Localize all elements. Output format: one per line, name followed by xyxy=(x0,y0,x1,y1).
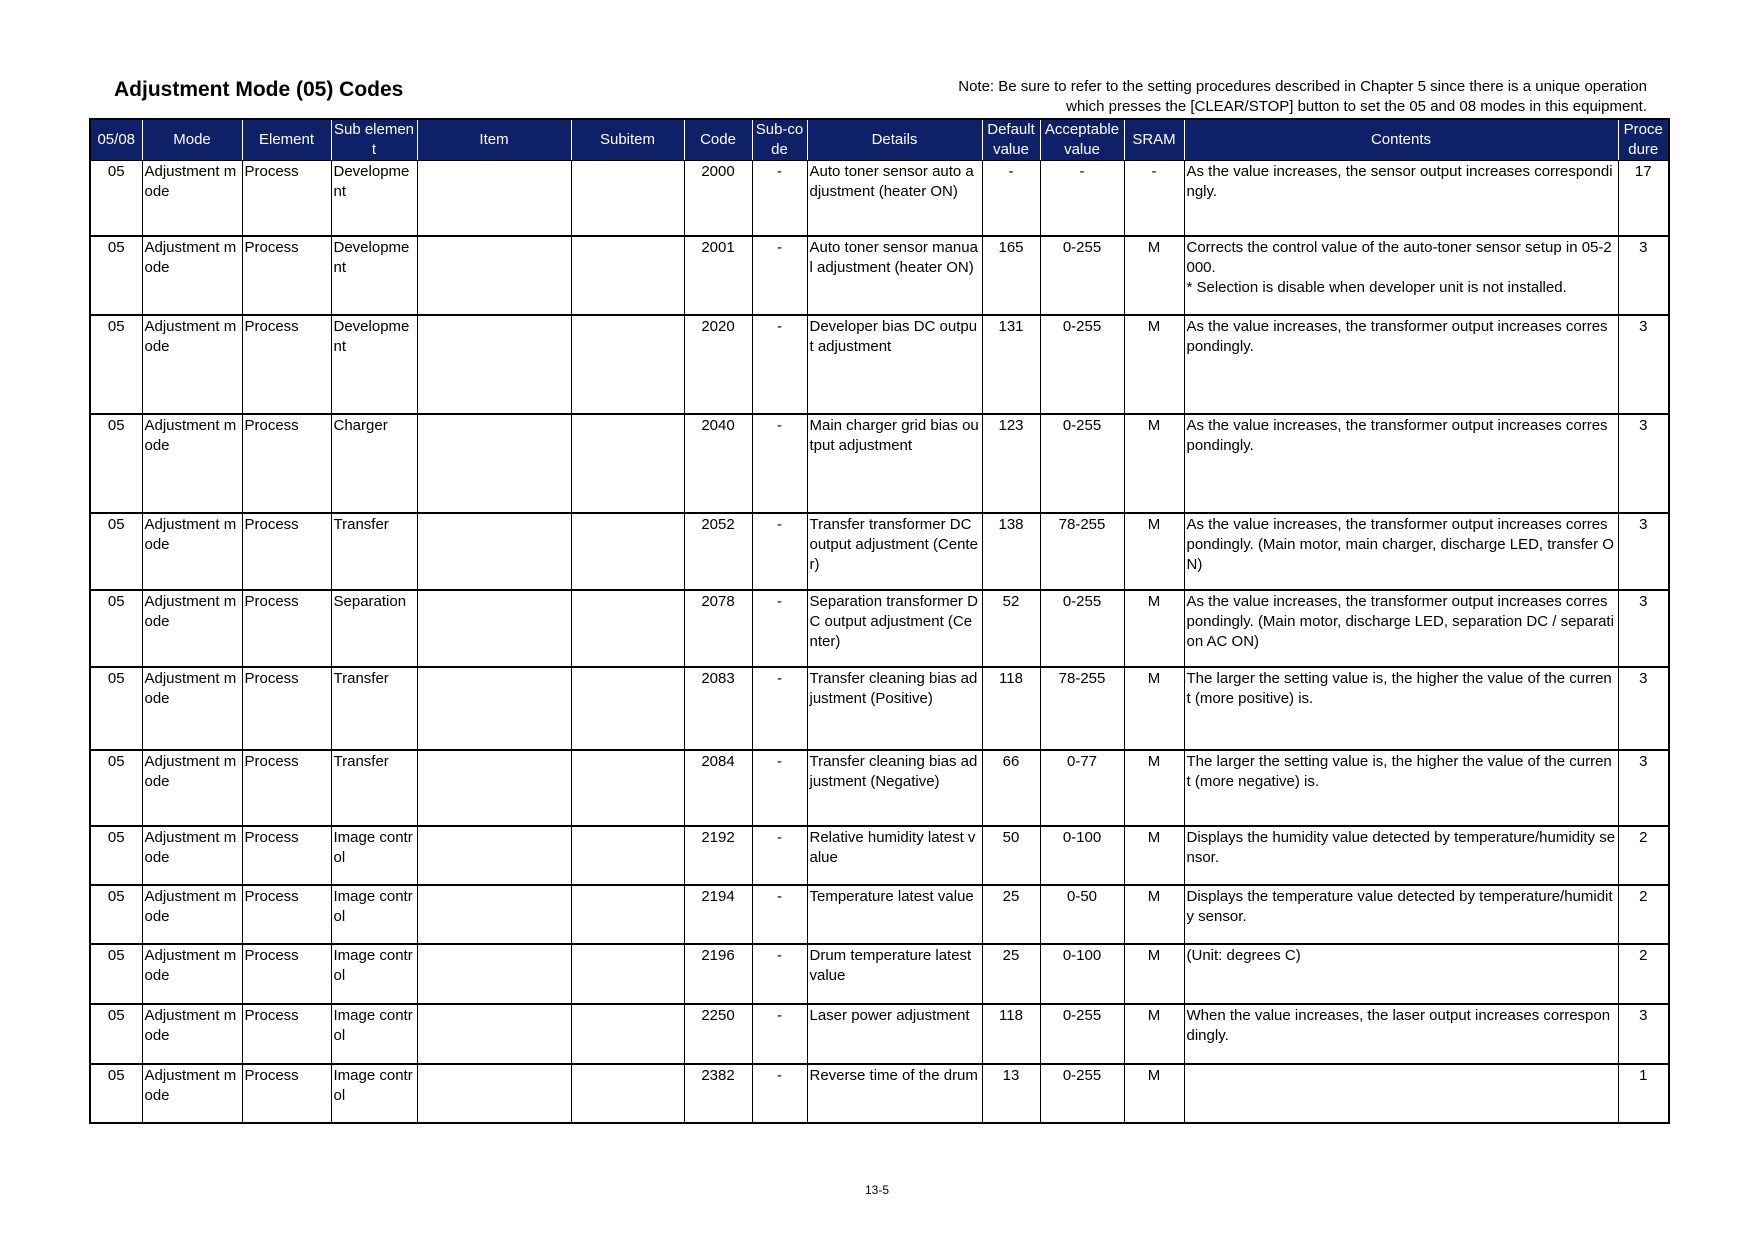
cell-default-value: 118 xyxy=(982,1004,1040,1064)
cell-sram: M xyxy=(1124,236,1184,315)
cell-contents: As the value increases, the transformer output increases correspondingly. xyxy=(1184,315,1618,414)
cell-item xyxy=(417,513,571,590)
cell-details: Laser power adjustment xyxy=(807,1004,982,1064)
table-header-row xyxy=(90,119,1669,161)
cell-procedure: 3 xyxy=(1618,667,1669,750)
cell-procedure: 3 xyxy=(1618,315,1669,414)
cell-subitem xyxy=(571,826,684,885)
cell-contents: Displays the humidity value detected by temperature/humidity sensor. xyxy=(1184,826,1618,885)
cell-item xyxy=(417,414,571,513)
cell-contents: As the value increases, the transformer output increases correspondingly. xyxy=(1184,414,1618,513)
cell-subitem xyxy=(571,1064,684,1123)
cell-procedure: 1 xyxy=(1618,1064,1669,1123)
cell-item xyxy=(417,161,571,236)
cell-mode: Adjustment mode xyxy=(142,315,242,414)
cell-sub-element: Transfer xyxy=(331,513,417,590)
cell-sub-element: Development xyxy=(331,236,417,315)
cell-contents: As the value increases, the transformer output increases correspondingly. (Main motor, main charger, discharge LED, transfer ON) xyxy=(1184,513,1618,590)
cell-acceptable-value: 0-77 xyxy=(1040,750,1124,826)
cell-details: Temperature latest value xyxy=(807,885,982,944)
cell-item xyxy=(417,315,571,414)
cell-mode: Adjustment mode xyxy=(142,590,242,667)
cell-sram: M xyxy=(1124,750,1184,826)
page-title: Adjustment Mode (05) Codes xyxy=(114,78,404,101)
cell-mode: Adjustment mode xyxy=(142,161,242,236)
cell-default-value: 52 xyxy=(982,590,1040,667)
cell-element: Process xyxy=(242,513,331,590)
cell-sub-code: - xyxy=(752,667,807,750)
cell-acceptable-value: 0-100 xyxy=(1040,826,1124,885)
cell-item xyxy=(417,750,571,826)
cell-mode: Adjustment mode xyxy=(142,944,242,1004)
cell-acceptable-value: 0-50 xyxy=(1040,885,1124,944)
cell-subitem xyxy=(571,590,684,667)
cell-sub-code: - xyxy=(752,885,807,944)
cell-procedure: 17 xyxy=(1618,161,1669,236)
col-header-item: Item xyxy=(417,119,571,161)
cell-sram: M xyxy=(1124,667,1184,750)
cell-element: Process xyxy=(242,750,331,826)
cell-contents: (Unit: degrees C) xyxy=(1184,944,1618,1004)
cell-mode-08: 05 xyxy=(90,590,142,667)
table-row xyxy=(90,590,1669,667)
col-header-acceptable-value: Acceptable value xyxy=(1040,119,1124,161)
setting-procedure-note xyxy=(747,77,1647,117)
cell-sub-code: - xyxy=(752,590,807,667)
col-header-subitem: Subitem xyxy=(571,119,684,161)
cell-default-value: - xyxy=(982,161,1040,236)
cell-code: 2196 xyxy=(684,944,752,1004)
cell-subitem xyxy=(571,315,684,414)
cell-acceptable-value: 0-100 xyxy=(1040,944,1124,1004)
cell-contents xyxy=(1184,1064,1618,1123)
table-row xyxy=(90,750,1669,826)
cell-contents: As the value increases, the transformer output increases correspondingly. (Main motor, discharge LED, separation DC / separation AC ON) xyxy=(1184,590,1618,667)
cell-details: Drum temperature latest value xyxy=(807,944,982,1004)
cell-element: Process xyxy=(242,826,331,885)
cell-code: 2194 xyxy=(684,885,752,944)
cell-element: Process xyxy=(242,667,331,750)
cell-contents: Displays the temperature value detected by temperature/humidity sensor. xyxy=(1184,885,1618,944)
col-header-element: Element xyxy=(242,119,331,161)
cell-sram: M xyxy=(1124,1064,1184,1123)
cell-default-value: 25 xyxy=(982,944,1040,1004)
cell-subitem xyxy=(571,513,684,590)
cell-sub-element: Transfer xyxy=(331,667,417,750)
table-row xyxy=(90,667,1669,750)
cell-element: Process xyxy=(242,161,331,236)
cell-contents: Corrects the control value of the auto-toner sensor setup in 05-2000. * Selection is disable when developer unit is not installed. xyxy=(1184,236,1618,315)
col-header-details: Details xyxy=(807,119,982,161)
cell-sram: M xyxy=(1124,1004,1184,1064)
cell-mode: Adjustment mode xyxy=(142,236,242,315)
adjustment-codes-table xyxy=(89,118,1670,1124)
cell-element: Process xyxy=(242,315,331,414)
cell-sub-code: - xyxy=(752,315,807,414)
cell-details: Main charger grid bias output adjustment xyxy=(807,414,982,513)
cell-mode-08: 05 xyxy=(90,315,142,414)
cell-acceptable-value: 0-255 xyxy=(1040,414,1124,513)
cell-details: Transfer cleaning bias adjustment (Positive) xyxy=(807,667,982,750)
cell-sub-element: Image control xyxy=(331,1064,417,1123)
cell-subitem xyxy=(571,667,684,750)
cell-default-value: 165 xyxy=(982,236,1040,315)
table-row xyxy=(90,826,1669,885)
cell-element: Process xyxy=(242,414,331,513)
cell-default-value: 118 xyxy=(982,667,1040,750)
cell-mode: Adjustment mode xyxy=(142,885,242,944)
cell-acceptable-value: 78-255 xyxy=(1040,667,1124,750)
cell-subitem xyxy=(571,161,684,236)
cell-element: Process xyxy=(242,590,331,667)
cell-code: 2083 xyxy=(684,667,752,750)
page-number: 13-5 xyxy=(864,1183,890,1197)
cell-code: 2001 xyxy=(684,236,752,315)
cell-sub-code: - xyxy=(752,1004,807,1064)
cell-contents: The larger the setting value is, the higher the value of the current (more positive) is. xyxy=(1184,667,1618,750)
cell-mode: Adjustment mode xyxy=(142,826,242,885)
cell-contents: As the value increases, the sensor output increases correspondingly. xyxy=(1184,161,1618,236)
cell-code: 2382 xyxy=(684,1064,752,1123)
cell-subitem xyxy=(571,1004,684,1064)
note-line-1: Note: Be sure to refer to the setting procedures described in Chapter 5 since there is a unique operation xyxy=(958,78,1647,95)
note-line-2: which presses the [CLEAR/STOP] button to set the 05 and 08 modes in this equipment. xyxy=(1066,98,1647,115)
cell-sub-code: - xyxy=(752,750,807,826)
cell-mode: Adjustment mode xyxy=(142,513,242,590)
cell-sub-element: Separation xyxy=(331,590,417,667)
col-header-mode-08: 05/08 xyxy=(90,119,142,161)
cell-default-value: 25 xyxy=(982,885,1040,944)
cell-sub-element: Image control xyxy=(331,885,417,944)
cell-mode: Adjustment mode xyxy=(142,414,242,513)
cell-mode-08: 05 xyxy=(90,667,142,750)
cell-mode-08: 05 xyxy=(90,944,142,1004)
cell-item xyxy=(417,236,571,315)
cell-item xyxy=(417,944,571,1004)
cell-sub-element: Development xyxy=(331,315,417,414)
cell-mode-08: 05 xyxy=(90,1064,142,1123)
cell-item xyxy=(417,1064,571,1123)
cell-contents: When the value increases, the laser output increases correspondingly. xyxy=(1184,1004,1618,1064)
cell-element: Process xyxy=(242,1004,331,1064)
cell-subitem xyxy=(571,885,684,944)
cell-mode: Adjustment mode xyxy=(142,750,242,826)
cell-mode-08: 05 xyxy=(90,826,142,885)
cell-mode-08: 05 xyxy=(90,885,142,944)
cell-sram: - xyxy=(1124,161,1184,236)
cell-procedure: 3 xyxy=(1618,750,1669,826)
cell-procedure: 3 xyxy=(1618,236,1669,315)
cell-element: Process xyxy=(242,944,331,1004)
cell-sub-element: Image control xyxy=(331,1004,417,1064)
table-row xyxy=(90,513,1669,590)
cell-sub-element: Charger xyxy=(331,414,417,513)
cell-procedure: 3 xyxy=(1618,414,1669,513)
cell-sram: M xyxy=(1124,944,1184,1004)
cell-code: 2078 xyxy=(684,590,752,667)
cell-element: Process xyxy=(242,236,331,315)
cell-default-value: 13 xyxy=(982,1064,1040,1123)
cell-mode: Adjustment mode xyxy=(142,667,242,750)
col-header-code: Code xyxy=(684,119,752,161)
cell-procedure: 3 xyxy=(1618,513,1669,590)
cell-sram: M xyxy=(1124,513,1184,590)
cell-acceptable-value: 0-255 xyxy=(1040,1004,1124,1064)
cell-sub-code: - xyxy=(752,513,807,590)
table-row xyxy=(90,236,1669,315)
cell-code: 2084 xyxy=(684,750,752,826)
table-row xyxy=(90,1004,1669,1064)
cell-mode-08: 05 xyxy=(90,750,142,826)
col-header-mode: Mode xyxy=(142,119,242,161)
cell-code: 2250 xyxy=(684,1004,752,1064)
cell-default-value: 123 xyxy=(982,414,1040,513)
cell-acceptable-value: 0-255 xyxy=(1040,590,1124,667)
col-header-procedure: Procedure xyxy=(1618,119,1669,161)
table-row xyxy=(90,944,1669,1004)
cell-details: Auto toner sensor auto adjustment (heater ON) xyxy=(807,161,982,236)
table-row xyxy=(90,414,1669,513)
cell-mode-08: 05 xyxy=(90,161,142,236)
cell-acceptable-value: - xyxy=(1040,161,1124,236)
col-header-sram: SRAM xyxy=(1124,119,1184,161)
cell-sub-element: Image control xyxy=(331,944,417,1004)
cell-item xyxy=(417,826,571,885)
cell-details: Relative humidity latest value xyxy=(807,826,982,885)
cell-details: Separation transformer DC output adjustment (Center) xyxy=(807,590,982,667)
cell-mode-08: 05 xyxy=(90,236,142,315)
cell-acceptable-value: 78-255 xyxy=(1040,513,1124,590)
cell-default-value: 50 xyxy=(982,826,1040,885)
cell-sram: M xyxy=(1124,590,1184,667)
cell-details: Auto toner sensor manual adjustment (heater ON) xyxy=(807,236,982,315)
cell-sub-element: Development xyxy=(331,161,417,236)
cell-procedure: 2 xyxy=(1618,826,1669,885)
cell-subitem xyxy=(571,944,684,1004)
table-body xyxy=(90,161,1669,1123)
table-row xyxy=(90,885,1669,944)
cell-acceptable-value: 0-255 xyxy=(1040,1064,1124,1123)
cell-sub-code: - xyxy=(752,414,807,513)
cell-mode-08: 05 xyxy=(90,513,142,590)
cell-code: 2052 xyxy=(684,513,752,590)
cell-mode: Adjustment mode xyxy=(142,1064,242,1123)
cell-element: Process xyxy=(242,1064,331,1123)
cell-item xyxy=(417,667,571,750)
cell-sub-element: Image control xyxy=(331,826,417,885)
cell-code: 2040 xyxy=(684,414,752,513)
cell-sram: M xyxy=(1124,315,1184,414)
cell-sub-code: - xyxy=(752,236,807,315)
cell-mode-08: 05 xyxy=(90,1004,142,1064)
cell-sram: M xyxy=(1124,885,1184,944)
cell-procedure: 3 xyxy=(1618,1004,1669,1064)
cell-sram: M xyxy=(1124,414,1184,513)
cell-item xyxy=(417,885,571,944)
table-row xyxy=(90,161,1669,236)
cell-acceptable-value: 0-255 xyxy=(1040,236,1124,315)
cell-mode: Adjustment mode xyxy=(142,1004,242,1064)
cell-details: Transfer transformer DC output adjustment (Center) xyxy=(807,513,982,590)
cell-default-value: 131 xyxy=(982,315,1040,414)
cell-sub-code: - xyxy=(752,1064,807,1123)
cell-procedure: 2 xyxy=(1618,885,1669,944)
cell-subitem xyxy=(571,414,684,513)
cell-sub-element: Transfer xyxy=(331,750,417,826)
cell-contents: The larger the setting value is, the higher the value of the current (more negative) is. xyxy=(1184,750,1618,826)
col-header-default-value: Default value xyxy=(982,119,1040,161)
cell-procedure: 2 xyxy=(1618,944,1669,1004)
cell-default-value: 66 xyxy=(982,750,1040,826)
cell-sram: M xyxy=(1124,826,1184,885)
cell-code: 2000 xyxy=(684,161,752,236)
cell-default-value: 138 xyxy=(982,513,1040,590)
cell-code: 2020 xyxy=(684,315,752,414)
cell-subitem xyxy=(571,750,684,826)
col-header-sub-element: Sub element xyxy=(331,119,417,161)
cell-sub-code: - xyxy=(752,826,807,885)
cell-details: Developer bias DC output adjustment xyxy=(807,315,982,414)
cell-sub-code: - xyxy=(752,944,807,1004)
cell-sub-code: - xyxy=(752,161,807,236)
cell-procedure: 3 xyxy=(1618,590,1669,667)
col-header-contents: Contents xyxy=(1184,119,1618,161)
cell-details: Reverse time of the drum xyxy=(807,1064,982,1123)
cell-item xyxy=(417,1004,571,1064)
col-header-sub-code: Sub-code xyxy=(752,119,807,161)
cell-item xyxy=(417,590,571,667)
cell-subitem xyxy=(571,236,684,315)
cell-acceptable-value: 0-255 xyxy=(1040,315,1124,414)
cell-details: Transfer cleaning bias adjustment (Negative) xyxy=(807,750,982,826)
table-row xyxy=(90,315,1669,414)
table-row xyxy=(90,1064,1669,1123)
cell-element: Process xyxy=(242,885,331,944)
cell-mode-08: 05 xyxy=(90,414,142,513)
cell-code: 2192 xyxy=(684,826,752,885)
